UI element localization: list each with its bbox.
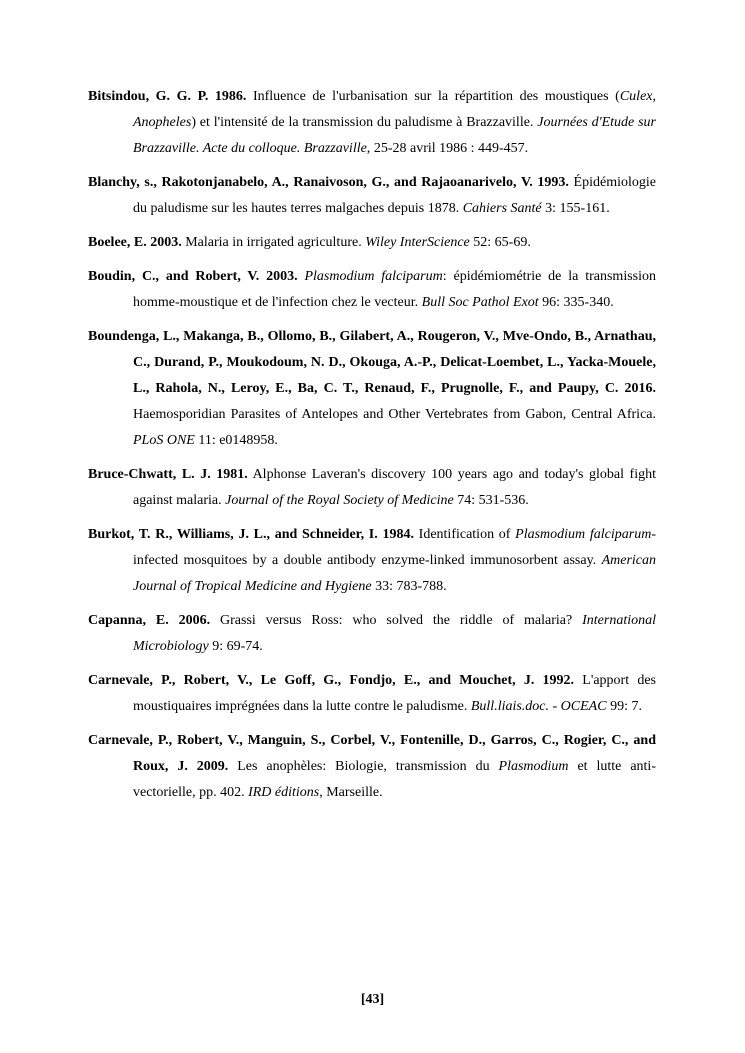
- reference-text: 96: 335-340.: [538, 295, 614, 310]
- reference-text: 11: e0148958.: [194, 433, 278, 448]
- reference-entry: [88, 462, 656, 514]
- reference-italic-text: Culex, Anopheles: [133, 89, 656, 130]
- reference-entry: [88, 84, 656, 162]
- reference-text: et lutte anti-vectorielle, pp. 402.: [133, 759, 656, 800]
- reference-italic-text: International Microbiology: [133, 613, 656, 654]
- reference-italic-text: Plasmodium: [498, 759, 569, 774]
- reference-italic-text: Bull Soc Pathol Exot: [421, 295, 539, 310]
- reference-entry: [88, 728, 656, 806]
- reference-text: Grassi versus Ross: who solved the riddle of malaria?: [210, 613, 583, 628]
- reference-italic-text: Cahiers Santé: [462, 201, 542, 216]
- reference-italic-text: IRD éditions: [248, 785, 320, 800]
- reference-italic-text: Plasmodium falciparum: [304, 269, 443, 284]
- reference-italic-text: Wiley InterScience: [365, 235, 470, 250]
- reference-authors-year: Carnevale, P., Robert, V., Manguin, S., Corbel, V., Fontenille, D., Garros, C., Rogier, C., and Roux, J. 2009.: [88, 733, 656, 774]
- reference-text: Haemosporidian Parasites of Antelopes and Other Vertebrates from Gabon, Central Africa.: [133, 407, 656, 422]
- reference-authors-year: Boudin, C., and Robert, V. 2003.: [88, 269, 298, 284]
- reference-text: Alphonse Laveran's discovery 100 years ago and today's global fight against malaria.: [133, 467, 656, 508]
- reference-authors-year: Boundenga, L., Makanga, B., Ollomo, B., Gilabert, A., Rougeron, V., Mve-Ondo, B., Arnathau, C., Durand, P., Moukodoum, N. D., Okouga, A.-P., Delicat-Loembet, L., Yacka-Mouele, L., Rahola, N., Leroy, E., Ba, C. T., Renaud, F., Prugnolle, F., and Paupy, C. 2016.: [88, 329, 656, 396]
- reference-entry: [88, 170, 656, 222]
- reference-entry: [88, 324, 656, 454]
- reference-text: , Marseille.: [319, 785, 383, 800]
- reference-text: -infected mosquitoes by a double antibody enzyme-linked immunosorbent assay.: [133, 527, 656, 568]
- reference-text: Épidémiologie du paludisme sur les hautes terres malgaches depuis 1878.: [133, 175, 656, 216]
- reference-authors-year: Bitsindou, G. G. P. 1986.: [88, 89, 247, 104]
- reference-italic-text: PLoS ONE: [133, 433, 195, 448]
- reference-text: 3: 155-161.: [541, 201, 610, 216]
- reference-italic-text: Journées d'Etude sur Brazzaville. Acte du colloque. Brazzaville,: [133, 115, 656, 156]
- reference-entry: [88, 230, 656, 256]
- reference-authors-year: Bruce-Chwatt, L. J. 1981.: [88, 467, 248, 482]
- reference-text: ) et l'intensité de la transmission du paludisme à Brazzaville.: [191, 115, 538, 130]
- reference-text: Identification of: [413, 527, 516, 542]
- reference-italic-text: Bull.liais.doc. - OCEAC: [470, 699, 607, 714]
- reference-text: 52: 65-69.: [469, 235, 531, 250]
- reference-text: L'apport des moustiquaires imprégnées dans la lutte contre le paludisme.: [133, 673, 656, 714]
- reference-authors-year: Capanna, E. 2006.: [88, 613, 211, 628]
- reference-entry: [88, 264, 656, 316]
- reference-text: 33: 783-788.: [371, 579, 447, 594]
- reference-text: 74: 531-536.: [453, 493, 529, 508]
- reference-text: : épidémiométrie de la transmission homme-moustique et de l'infection chez le vecteur.: [133, 269, 656, 310]
- reference-italic-text: Journal of the Royal Society of Medicine: [225, 493, 454, 508]
- reference-entry: [88, 668, 656, 720]
- reference-authors-year: Carnevale, P., Robert, V., Le Goff, G., Fondjo, E., and Mouchet, J. 1992.: [88, 673, 575, 688]
- reference-authors-year: Boelee, E. 2003.: [88, 235, 182, 250]
- reference-entry: [88, 608, 656, 660]
- reference-text: 99: 7.: [606, 699, 642, 714]
- reference-entry: [88, 522, 656, 600]
- reference-text: 25-28 avril 1986 : 449-457.: [370, 141, 529, 156]
- reference-text: Malaria in irrigated agriculture.: [181, 235, 366, 250]
- reference-text: 9: 69-74.: [208, 639, 263, 654]
- reference-italic-text: Plasmodium falciparum: [515, 527, 652, 542]
- reference-authors-year: Blanchy, s., Rakotonjanabelo, A., Ranaivoson, G., and Rajaoanarivelo, V. 1993.: [88, 175, 569, 190]
- reference-text: Les anophèles: Biologie, transmission du: [228, 759, 499, 774]
- reference-italic-text: American Journal of Tropical Medicine and Hygiene: [133, 553, 656, 594]
- page-number: [43]: [360, 992, 385, 1007]
- reference-text: Influence de l'urbanisation sur la répartition des moustiques (: [246, 89, 620, 104]
- reference-list: [88, 84, 656, 814]
- reference-authors-year: Burkot, T. R., Williams, J. L., and Schneider, I. 1984.: [88, 527, 414, 542]
